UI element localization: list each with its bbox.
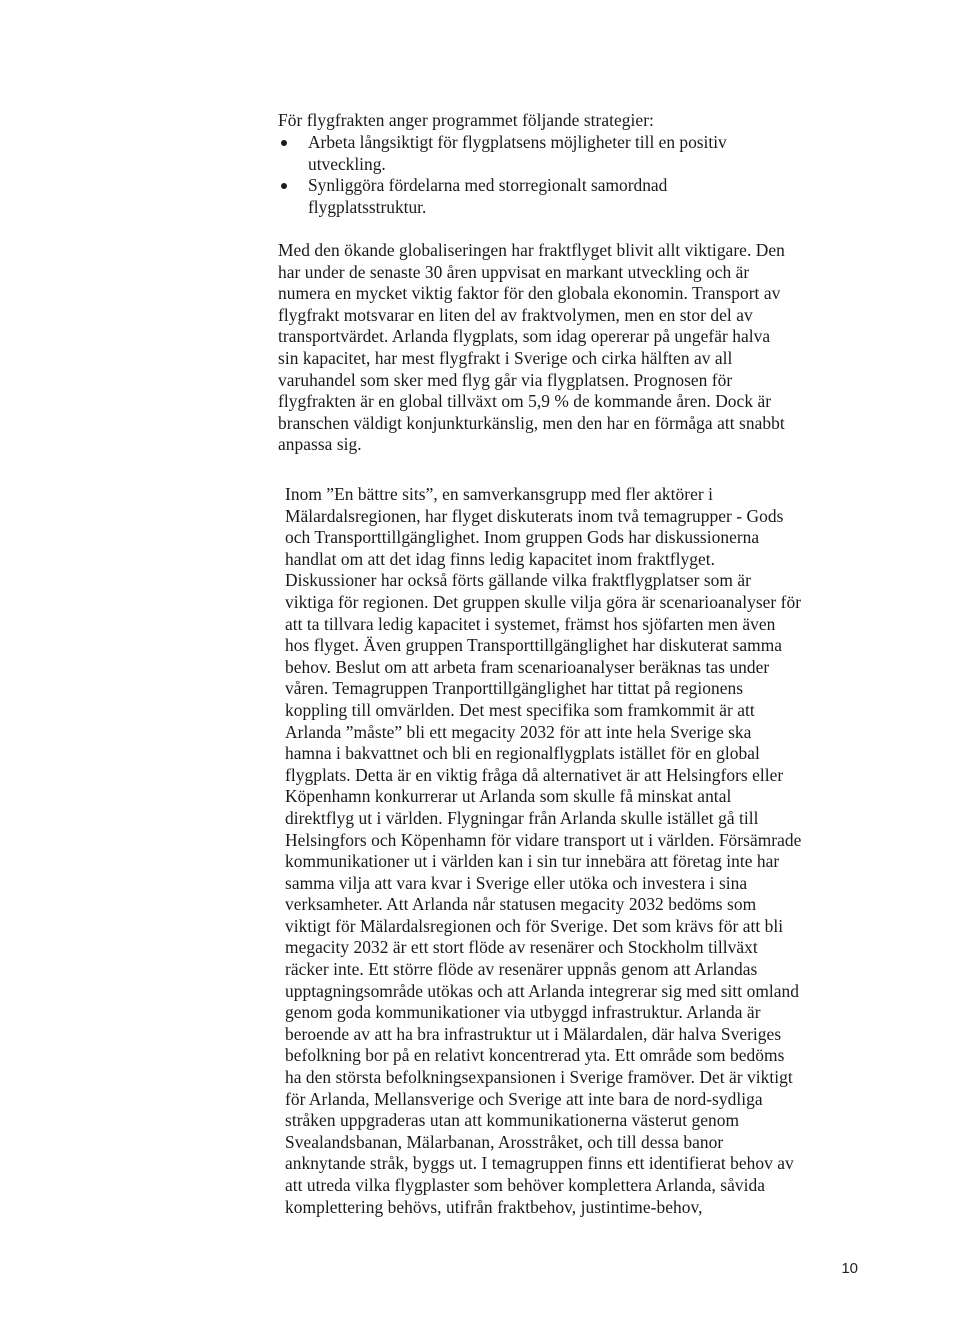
list-item — [278, 132, 727, 175]
text-line: Arbeta långsiktigt för flygplatsens möjligheter till en positiv — [308, 132, 727, 152]
text-line: och Transporttillgänglighet. Inom gruppen Gods har diskussionerna — [285, 527, 760, 548]
text-line: numera en mycket viktig faktor för den globala ekonomin. Transport av — [278, 283, 781, 304]
text-line: stråken uppgraderas utan att kommunikationerna västerut genom — [285, 1110, 740, 1131]
text-line: Köpenhamn konkurrerar ut Arlanda som skulle få minskat antal — [285, 786, 732, 807]
text-line: megacity 2032 är ett stort flöde av resenärer och Stockholm tillväxt — [285, 937, 758, 958]
text-line: viktigt för Mälardalsregionen och för Sverige. Det som krävs för att bli — [285, 915, 784, 936]
text-line: utveckling. — [308, 153, 386, 174]
text-line: handlat om att det idag finns ledig kapacitet inom fraktflyget. — [285, 548, 716, 569]
bullet-icon — [281, 140, 287, 146]
text-line: sin kapacitet, har mest flygfrakt i Sverige och cirka hälften av all — [278, 347, 733, 368]
text-line: Arlanda ”måste” bli ett megacity 2032 för att inte hela Sverige ska — [285, 721, 752, 742]
text-line: befolkning bor på en relativt koncentrerad yta. Ett område som bedöms — [285, 1045, 785, 1066]
text-line: direktflyg ut i världen. Flygningar från Arlanda skulle istället gå till — [285, 807, 759, 828]
text-line: att ta tillvara ledig kapacitet i systemet, främst hos sjöfarten men även — [285, 613, 776, 634]
text-line: ha den största befolkningsexpansionen i Sverige framöver. Det är viktigt — [285, 1067, 793, 1088]
text-line: koppling till omvärlden. Det mest specifika som framkommit är att — [285, 699, 755, 720]
paragraph-en-battre-sits — [285, 484, 801, 1218]
strategy-list — [278, 132, 727, 218]
text-line: våren. Temagruppen Tranporttillgänglighet har tittat på regionens — [285, 678, 744, 699]
text-line: branschen väldigt konjunkturkänslig, men den har en förmåga att snabbt — [278, 412, 785, 433]
text-line: behov. Beslut om att arbeta fram scenarioanalyser beräknas tas under — [285, 656, 770, 677]
text-line: att utreda vilka flygplaster som behöver komplettera Arlanda, såvida — [285, 1175, 766, 1195]
text-line: genom goda kommunikationer via utbyggd infrastruktur. Arlanda är — [285, 1002, 761, 1023]
text-line: räcker inte. Ett större flöde av resenärer uppnås genom att Arlandas — [285, 959, 758, 980]
text-line: Helsingfors och Köpenhamn för vidare transport ut i världen. Försämrade — [285, 829, 802, 850]
text-line: hos flyget. Även gruppen Transporttillgänglighet har diskuterat samma — [285, 635, 783, 656]
text-line: flygfrakten är en global tillväxt om 5,9 % de kommande åren. Dock är — [278, 391, 772, 412]
text-line: samma vilja att vara kvar i Sverige eller utöka och investera i sina — [285, 872, 748, 893]
text-line: anpassa sig. — [278, 434, 362, 455]
text-line: Svealandsbanan, Mälarbanan, Arosstråket, och till dessa banor — [285, 1131, 724, 1152]
bullet-icon — [281, 183, 287, 189]
text-line: Diskussioner har också förts gällande vilka fraktflygplatser som är — [285, 570, 752, 591]
text-line: flygplatsstruktur. — [308, 196, 427, 217]
text-line: flygplats. Detta är en viktig fråga då alternativet är att Helsingfors eller — [285, 764, 784, 785]
list-item — [278, 175, 727, 218]
text-line: transportvärdet. Arlanda flygplats, som idag opererar på ungefär halva — [278, 326, 771, 347]
text-line: Mälardalsregionen, har flyget diskuterats inom två temagrupper - Gods — [285, 505, 784, 526]
text-line: flygfrakt motsvarar en liten del av fraktvolymen, men en stor del av — [278, 304, 753, 325]
text-line: Med den ökande globaliseringen har fraktflyget blivit allt viktigare. Den — [278, 240, 785, 260]
text-line: För flygfrakten anger programmet följande strategier: — [278, 110, 654, 130]
text-line: beroende av att ha bra infrastruktur ut i Mälardalen, där halva Sveriges — [285, 1023, 782, 1044]
text-line: verksamheter. Att Arlanda når statusen megacity 2032 bedöms som — [285, 894, 757, 915]
text-line: hamna i bakvattnet och bli en regionalflygplats istället för en global — [285, 743, 760, 764]
text-line: för Arlanda, Mellansverige och Sverige att inte bara de nord-sydliga — [285, 1088, 763, 1109]
page-number: 10 — [841, 1260, 858, 1277]
text-line: Synliggöra fördelarna med storregionalt samordnad — [308, 175, 668, 196]
text-line: har under de senaste 30 åren uppvisat en markant utveckling och är — [278, 261, 750, 282]
intro-line — [278, 110, 654, 132]
text-line: viktiga för regionen. Det gruppen skulle vilja göra är scenarioanalyser för — [285, 591, 802, 612]
paragraph-air-freight — [278, 240, 785, 456]
text-line: Inom ”En bättre sits”, en samverkansgrupp med fler aktörer i — [285, 484, 713, 504]
text-line: kommunikationer ut i världen kan i sin tur innebära att företag inte har — [285, 851, 780, 872]
text-line: anknytande stråk, byggs ut. I temagruppen finns ett identifierat behov av — [285, 1153, 794, 1174]
text-line: upptagningsområde utökas och att Arlanda integrerar sig med sitt omland — [285, 980, 800, 1001]
text-line: komplettering behövs, utifrån fraktbehov, justintime-behov, — [285, 1196, 703, 1217]
text-line: varuhandel som sker med flyg går via flygplatsen. Prognosen för — [278, 369, 733, 390]
